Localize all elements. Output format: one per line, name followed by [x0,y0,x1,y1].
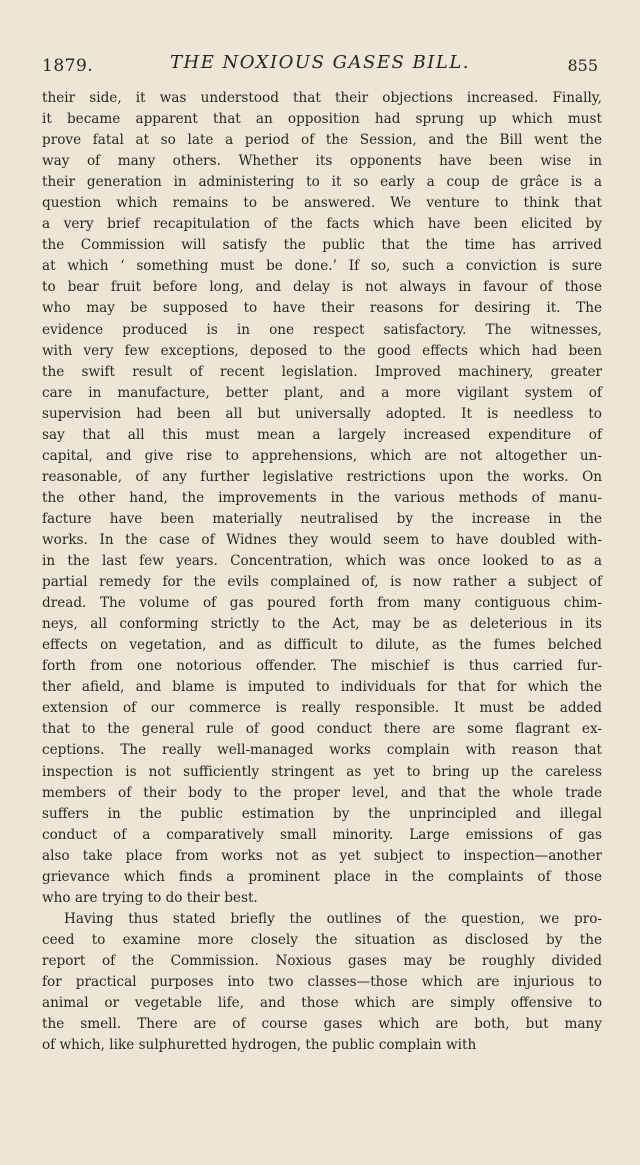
text-line: supervision had been all but universally adopted. It is needless to [42,405,602,422]
running-head [42,52,598,82]
text-line: effects on vegetation, and as difficult to dilute, as the fumes belched [42,637,602,654]
text-line: forth from one notorious offender. The mischief is thus carried fur- [42,658,602,675]
text-line: evidence produced is in one respect satisfactory. The witnesses, [42,321,602,338]
text-line: care in manufacture, better plant, and a more vigilant system of [42,384,602,401]
text-line: works. In the case of Widnes they would seem to have doubled with- [42,531,602,548]
text-line: it became apparent that an opposition had sprung up which must [42,111,602,128]
text-line: the smell. There are of course gases which are both, but many [42,1016,602,1033]
text-line: their side, it was understood that their objections increased. Finally, [42,90,602,106]
paragraph [42,909,602,1056]
running-title: THE NOXIOUS GASES BILL. [169,52,471,73]
text-line: grievance which finds a prominent place in the complaints of those [42,868,602,885]
text-line: neys, all conforming strictly to the Act, may be as deleterious in its [42,616,602,633]
text-line: ther afield, and blame is imputed to individuals for that for which the [42,679,602,696]
text-line: to bear fruit before long, and delay is not always in favour of those [42,279,602,296]
body-text [42,88,602,1056]
text-line: reasonable, of any further legislative restrictions upon the works. On [42,468,602,485]
text-line: question which remains to be answered. We venture to think that [42,195,602,212]
text-line: Having thus stated briefly the outlines of the question, we pro- [64,910,602,927]
page-year: 1879. [42,56,94,76]
text-line: in the last few years. Concentration, which was once looked to as a [42,553,602,570]
text-line: the other hand, the improvements in the various methods of manu- [42,489,602,506]
text-line: suffers in the public estimation by the unprincipled and illegal [42,805,602,822]
text-line: members of their body to the proper level, and that the whole trade [42,784,602,801]
text-line: that to the general rule of good conduct there are some flagrant ex- [42,721,602,738]
text-line: extension of our commerce is really responsible. It must be added [42,700,602,717]
text-line: report of the Commission. Noxious gases may be roughly divided [42,952,602,969]
text-line: capital, and give rise to apprehensions, which are not altogether un- [42,447,602,464]
text-line: the swift result of recent legislation. Improved machinery, greater [42,363,602,380]
text-line: who may be supposed to have their reasons for desiring it. The [42,300,602,317]
paragraph [42,88,602,909]
text-line: of which, like sulphuretted hydrogen, the public complain with [42,1037,477,1054]
text-line: dread. The volume of gas poured forth from many contiguous chim- [42,595,602,612]
text-line: at which ‘ something must be done.’ If so, such a conviction is sure [42,258,602,275]
text-line: way of many others. Whether its opponents have been wise in [42,153,602,170]
text-line: the Commission will satisfy the public that the time has arrived [42,237,602,254]
text-line: inspection is not sufficiently stringent as yet to bring up the careless [42,763,602,780]
text-line: say that all this must mean a largely increased expenditure of [42,426,602,443]
text-line: prove fatal at so late a period of the Session, and the Bill went the [42,132,602,149]
text-line: a very brief recapitulation of the facts which have been elicited by [42,216,602,233]
text-line: facture have been materially neutralised by the increase in the [42,510,602,527]
page-number: 855 [567,56,598,75]
text-line: ceed to examine more closely the situation as disclosed by the [42,931,602,948]
text-line: ceptions. The really well-managed works complain with reason that [42,742,602,759]
text-line: for practical purposes into two classes—those which are injurious to [42,973,602,990]
text-line: partial remedy for the evils complained of, is now rather a subject of [42,574,602,591]
text-line: animal or vegetable life, and those which are simply offensive to [42,995,602,1012]
text-line: who are trying to do their best. [42,889,258,906]
text-line: with very few exceptions, deposed to the good effects which had been [42,342,602,359]
text-line: their generation in administering to it so early a coup de grâce is a [42,174,602,191]
text-line: conduct of a comparatively small minority. Large emissions of gas [42,826,602,843]
text-line: also take place from works not as yet subject to inspection—another [42,847,602,864]
